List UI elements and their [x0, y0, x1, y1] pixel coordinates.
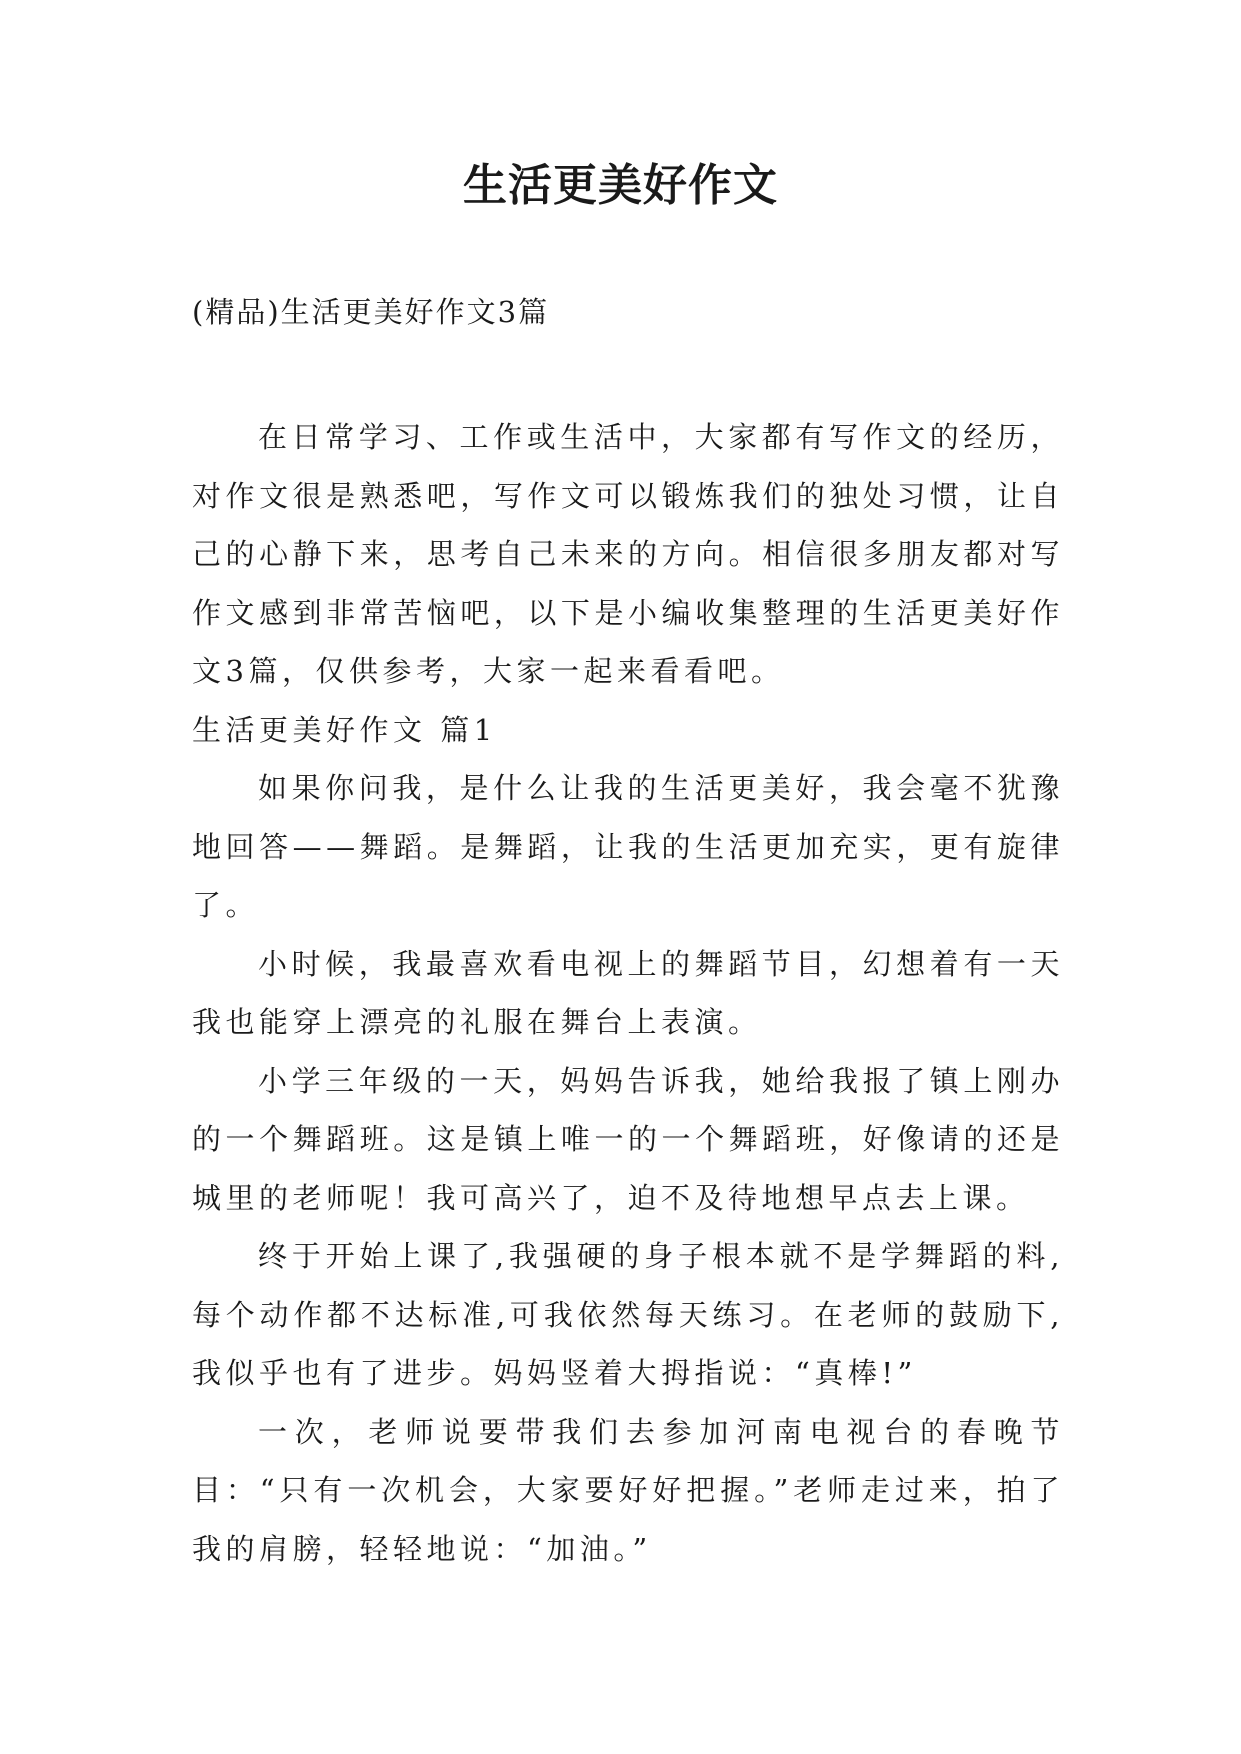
body-paragraph: 一次，老师说要带我们去参加河南电视台的春晚节目：“只有一次机会，大家要好好把握。”老师走过来，拍了我的肩膀，轻轻地说：“加油。” [192, 1414, 1064, 1566]
body-paragraph: 如果你问我，是什么让我的生活更美好，我会毫不犹豫地回答——舞蹈。是舞蹈，让我的生活更加充实，更有旋律了。 [192, 771, 1064, 922]
document-title: 生活更美好作文 [463, 160, 778, 211]
intro-paragraph: 在日常学习、工作或生活中，大家都有写作文的经历，对作文很是熟悉吧，写作文可以锻炼我们的独处习惯，让自己的心静下来，思考自己未来的方向。相信很多朋友都对写作文感到非常苦恼吧，以下是小编收集整理的生活更美好作文3篇，仅供参考，大家一起来看看吧。 [192, 420, 1064, 688]
document-subtitle: (精品)生活更美好作文3篇 [192, 295, 550, 329]
body-paragraph: 小学三年级的一天，妈妈告诉我，她给我报了镇上刚办的一个舞蹈班。这是镇上唯一的一个舞蹈班，好像请的还是城里的老师呢！我可高兴了，迫不及待地想早点去上课。 [192, 1063, 1064, 1215]
document-body [192, 408, 1064, 1578]
body-paragraph: 小时候，我最喜欢看电视上的舞蹈节目，幻想着有一天我也能穿上漂亮的礼服在舞台上表演。 [192, 946, 1064, 1039]
section-heading: 生活更美好作文 篇1 [192, 712, 497, 747]
body-paragraph: 终于开始上课了,我强硬的身子根本就不是学舞蹈的料,每个动作都不达标准,可我依然每天练习。在老师的鼓励下,我似乎也有了进步。妈妈竖着大拇指说：“真棒!” [192, 1239, 1064, 1390]
